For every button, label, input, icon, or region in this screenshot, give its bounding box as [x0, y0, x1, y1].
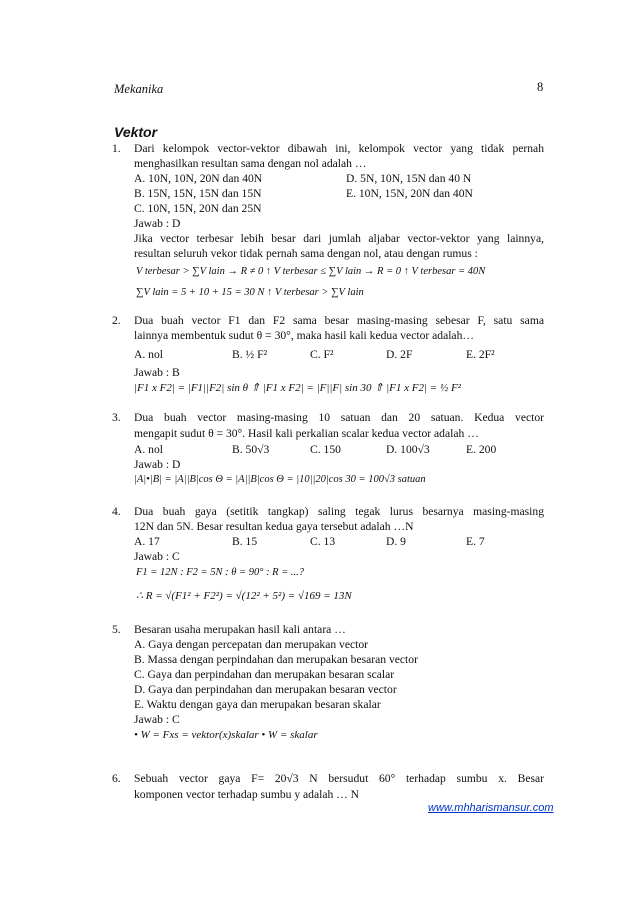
option-b: B. Massa dengan perpindahan dan merupakan besaran vector	[134, 653, 418, 666]
running-title: Mekanika	[114, 82, 164, 96]
option-e: E. 7	[466, 535, 485, 548]
question-text: menghasilkan resultan sama dengan nol adalah …	[134, 157, 367, 170]
formula: • W = Fxs = vektor(x)skalar • W = skalar	[134, 729, 318, 741]
explanation: Jika vector terbesar lebih besar dari jumlah aljabar vector-vektor yang lainnya,	[134, 232, 544, 245]
question-number: 4.	[112, 505, 121, 518]
question-number: 1.	[112, 142, 121, 155]
website-link[interactable]: www.mhharismansur.com	[428, 802, 554, 814]
option-e: E. 10N, 15N, 20N dan 40N	[346, 187, 473, 200]
question-text: Dari kelompok vector-vektor dibawah ini, kelompok vector yang tidak pernah	[134, 142, 544, 155]
option-c: C. 10N, 15N, 20N dan 25N	[134, 202, 262, 215]
question-number: 3.	[112, 411, 121, 424]
question-text: Dua buah vector F1 dan F2 sama besar masing-masing sebesar F, satu sama	[134, 314, 544, 327]
option-c: C. Gaya dan perpindahan dan merupakan besaran scalar	[134, 668, 395, 681]
formula: ∴ R = √(F1² + F2²) = √(12² + 5²) = √169 = 13N	[136, 590, 352, 602]
answer: Jawab : B	[134, 366, 180, 379]
option-e: E. 200	[466, 443, 497, 456]
question-text: mengapit sudut θ = 30°. Hasil kali perkalian scalar kedua vector adalah …	[134, 427, 479, 440]
option-b: B. 15	[232, 535, 258, 548]
option-d: D. 2F	[386, 348, 413, 361]
question-text: Dua buah gaya (setitik tangkap) saling tegak lurus besarnya masing-masing	[134, 505, 544, 518]
page-number: 8	[537, 80, 544, 94]
formula: |F1 x F2| = |F1||F2| sin θ ⇑ |F1 x F2| = |F||F| sin 30 ⇑ |F1 x F2| = ½ F²	[134, 382, 461, 394]
option-b: B. 15N, 15N, 15N dan 15N	[134, 187, 262, 200]
option-c: C. 13	[310, 535, 336, 548]
question-text: lainnya membentuk sudut θ = 30°, maka hasil kali kedua vector adalah…	[134, 329, 474, 342]
option-d: D. 5N, 10N, 15N dan 40 N	[346, 172, 472, 185]
question-text: Dua buah vector masing-masing 10 satuan dan 20 satuan. Kedua vector	[134, 411, 544, 424]
answer: Jawab : C	[134, 550, 180, 563]
option-c: C. 150	[310, 443, 341, 456]
section-title: Vektor	[114, 124, 158, 140]
question-text: Besaran usaha merupakan hasil kali antara …	[134, 623, 346, 636]
question-text: 12N dan 5N. Besar resultan kedua gaya tersebut adalah …N	[134, 520, 414, 533]
explanation: resultan seluruh vekor tidak pernah sama dengan nol, atau dengan rumus :	[134, 247, 478, 260]
formula: F1 = 12N : F2 = 5N : θ = 90° : R = ...?	[136, 567, 305, 578]
question-number: 2.	[112, 314, 121, 327]
option-d: D. 100√3	[386, 443, 430, 456]
option-a: A. Gaya dengan percepatan dan merupakan vector	[134, 638, 369, 651]
option-e: E. Waktu dengan gaya dan merupakan besaran skalar	[134, 698, 381, 711]
question-number: 5.	[112, 623, 121, 636]
option-b: B. 50√3	[232, 443, 270, 456]
question-text: komponen vector terhadap sumbu y adalah … N	[134, 788, 360, 801]
answer: Jawab : D	[134, 458, 181, 471]
formula: V terbesar > ∑V lain → R ≠ 0 ↑ V terbesar ≤ ∑V lain → R = 0 ↑ V terbesar = 40N	[136, 266, 486, 277]
option-b: B. ½ F²	[232, 348, 268, 361]
question-number: 6.	[112, 772, 121, 785]
option-e: E. 2F²	[466, 348, 495, 361]
question-text: Sebuah vector gaya F= 20√3 N bersudut 60° terhadap sumbu x. Besar	[134, 772, 544, 785]
option-d: D. Gaya dan perpindahan dan merupakan besaran vector	[134, 683, 397, 696]
option-d: D. 9	[386, 535, 406, 548]
formula: ∑V lain = 5 + 10 + 15 = 30 N ↑ V terbesar > ∑V lain	[136, 287, 364, 298]
option-a: A. 10N, 10N, 20N dan 40N	[134, 172, 263, 185]
option-c: C. F²	[310, 348, 334, 361]
formula: |A|•|B| = |A||B|cos Θ = |A||B|cos Θ = |10||20|cos 30 = 100√3 satuan	[134, 474, 426, 485]
option-a: A. nol	[134, 443, 163, 456]
answer: Jawab : D	[134, 217, 181, 230]
option-a: A. nol	[134, 348, 163, 361]
option-a: A. 17	[134, 535, 160, 548]
answer: Jawab : C	[134, 713, 180, 726]
